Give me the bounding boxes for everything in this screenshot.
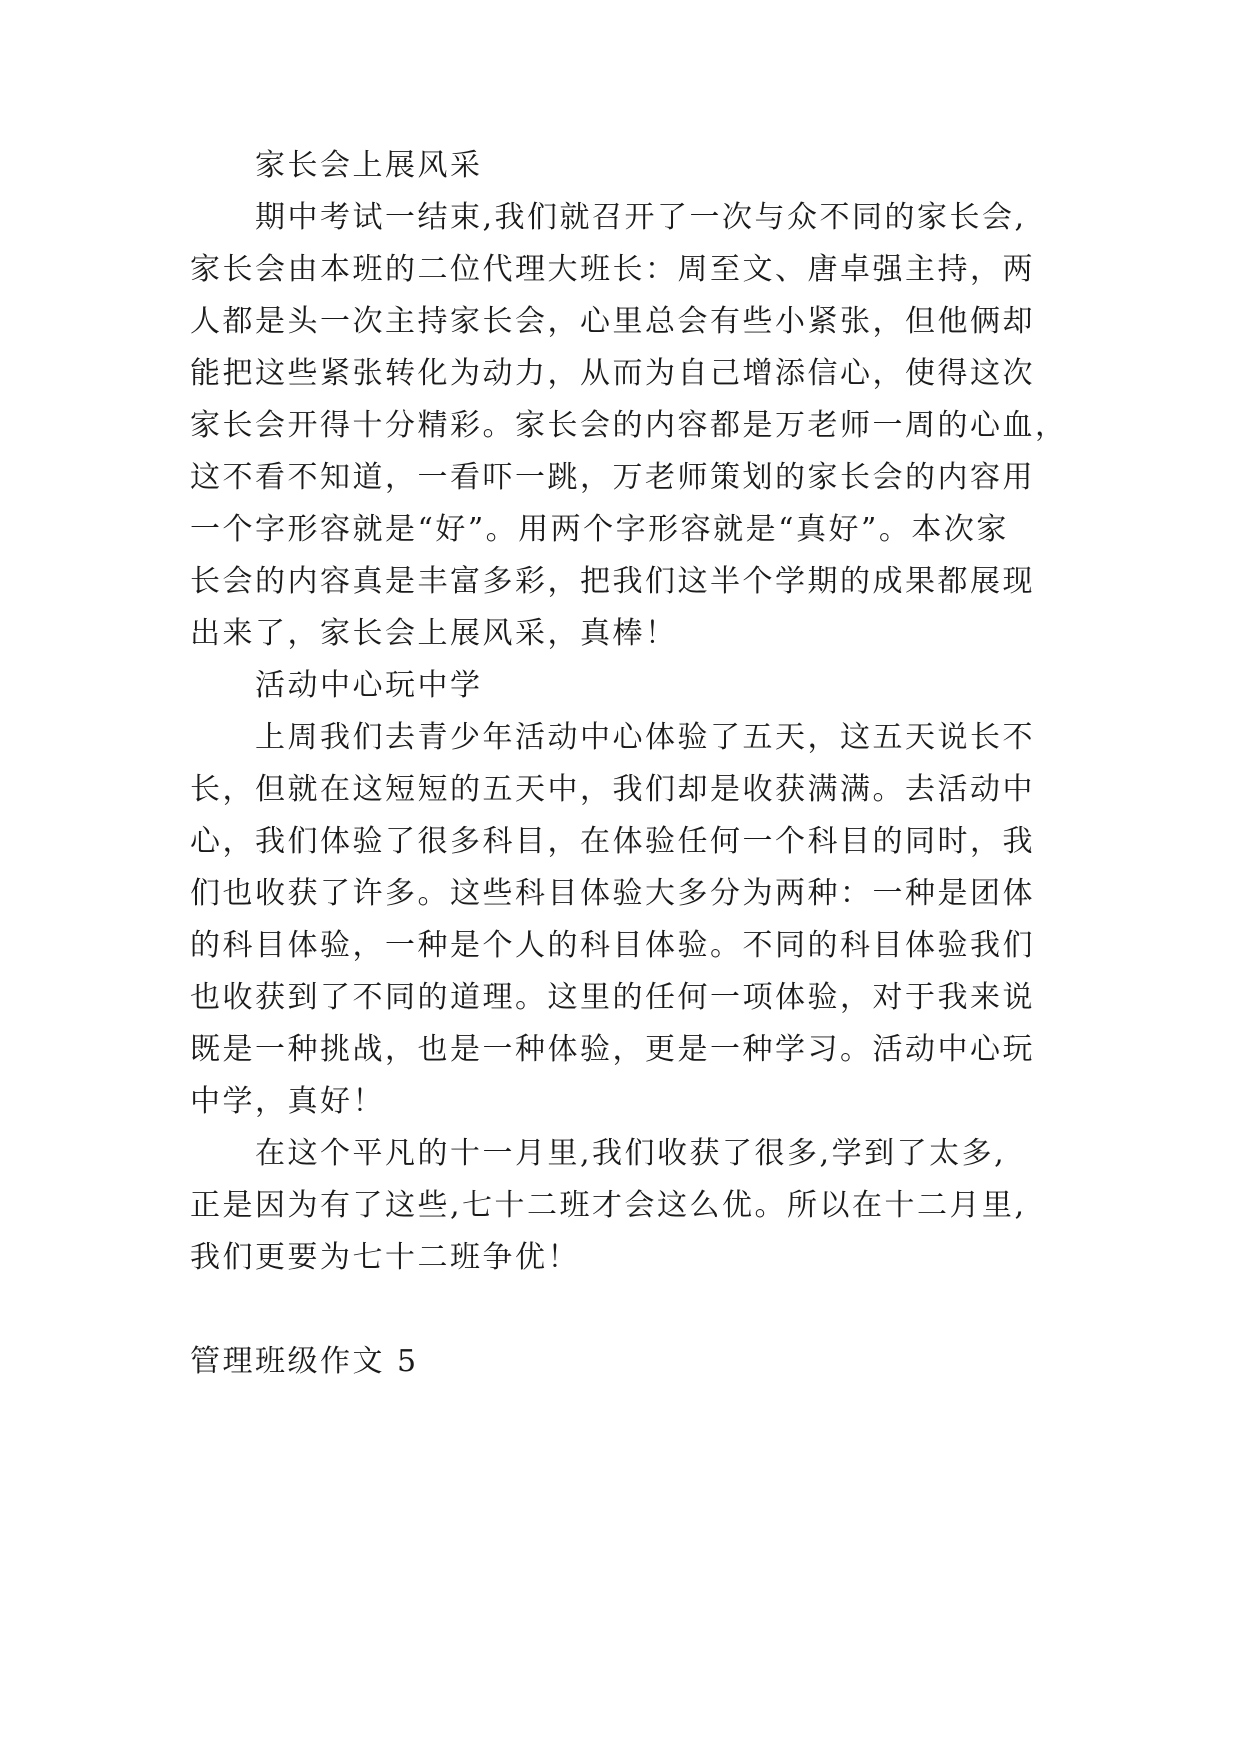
section-heading: 活动中心玩中学 [255,668,483,703]
paragraph-line: 长会的内容真是丰富多彩，把我们这半个学期的成果都展现 [190,564,1035,599]
paragraph-line: 这不看不知道，一看吓一跳，万老师策划的家长会的内容用 [190,460,1035,495]
paragraph-line: 长，但就在这短短的五天中，我们却是收获满满。去活动中 [190,772,1035,807]
paragraph-line: 我们更要为七十二班争优！ [190,1240,580,1275]
paragraph-line: 既是一种挑战，也是一种体验，更是一种学习。活动中心玩 [190,1032,1035,1067]
paragraph-line: 的科目体验，一种是个人的科目体验。不同的科目体验我们 [190,928,1035,963]
paragraph-line: 一个字形容就是“好”。用两个字形容就是“真好”。本次家 [190,512,1009,547]
paragraph-line: 期中考试一结束,我们就召开了一次与众不同的家长会, [255,200,1027,235]
paragraph-line: 中学，真好！ [190,1084,385,1119]
paragraph-line: 家长会开得十分精彩。家长会的内容都是万老师一周的心血， [190,408,1068,443]
paragraph-line: 在这个平凡的十一月里,我们收获了很多,学到了太多, [255,1136,1007,1171]
essay-title: 管理班级作文 5 [190,1344,419,1379]
paragraph-line: 也收获到了不同的道理。这里的任何一项体验，对于我来说 [190,980,1035,1015]
paragraph-line: 上周我们去青少年活动中心体验了五天，这五天说长不 [255,720,1035,755]
paragraph-line: 人都是头一次主持家长会，心里总会有些小紧张，但他俩却 [190,304,1035,339]
paragraph-line: 正是因为有了这些,七十二班才会这么优。所以在十二月里, [190,1188,1027,1223]
paragraph-line: 心，我们体验了很多科目，在体验任何一个科目的同时，我 [190,824,1035,859]
section-heading: 家长会上展风采 [255,148,483,183]
paragraph-line: 出来了，家长会上展风采，真棒！ [190,616,678,651]
paragraph-line: 能把这些紧张转化为动力，从而为自己增添信心，使得这次 [190,356,1035,391]
paragraph-line: 家长会由本班的二位代理大班长：周至文、唐卓强主持，两 [190,252,1035,287]
paragraph-line: 们也收获了许多。这些科目体验大多分为两种：一种是团体 [190,876,1035,911]
